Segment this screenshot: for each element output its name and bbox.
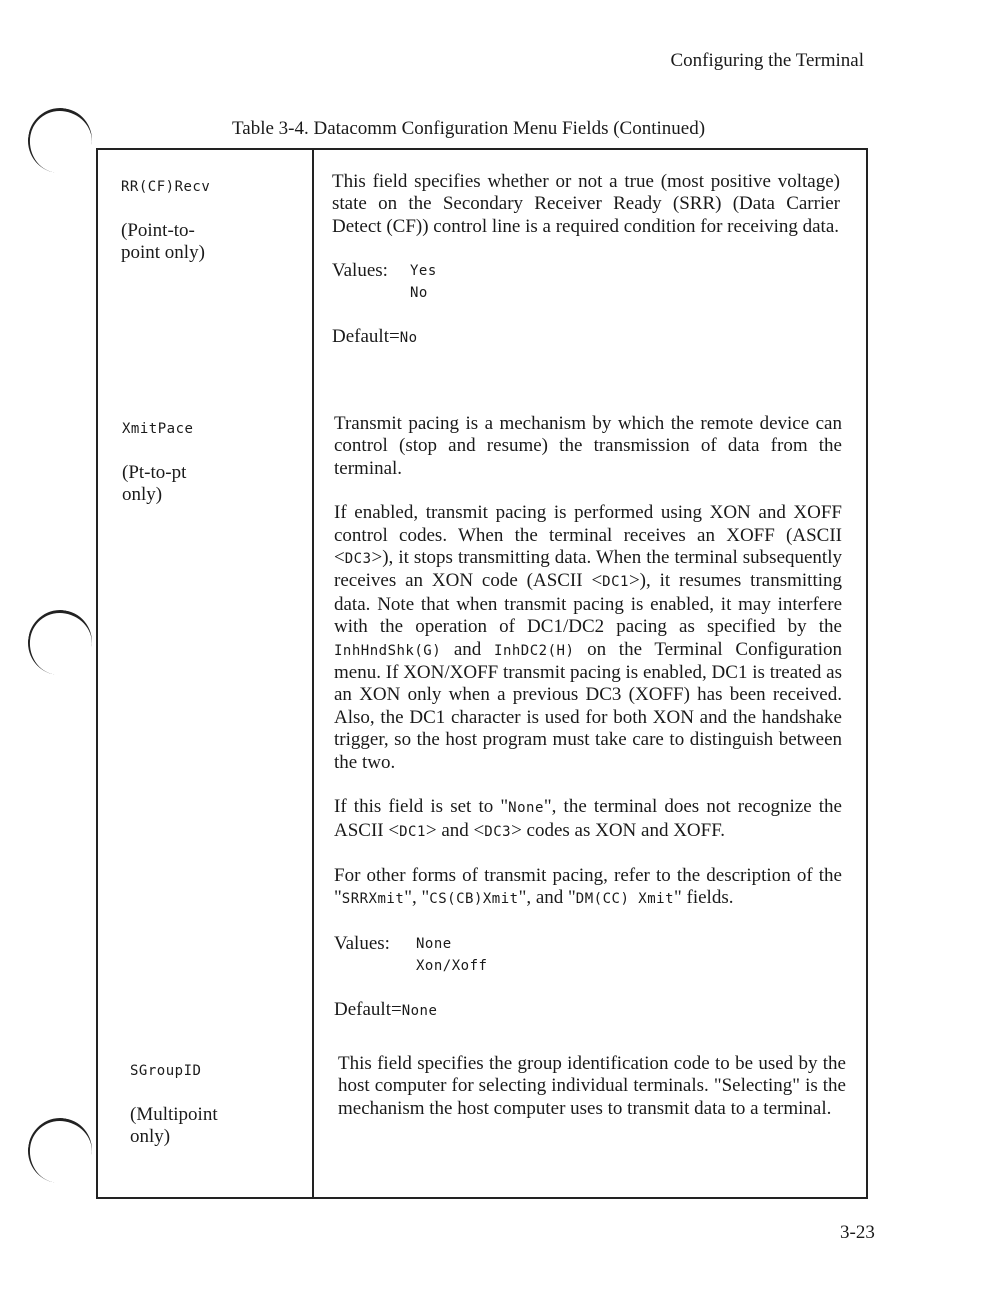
default-value: No (399, 330, 418, 347)
value-option: None (416, 935, 452, 952)
page-number: 3-23 (840, 1222, 875, 1243)
description-paragraph: If enabled, transmit pacing is performed using XON and XOFF control codes. When the terminal receives an XOFF (ASCII <DC3>), it stops transmitting data. When the terminal subsequently receives an XON code (ASCII <DC1>), it resumes transmitting data. Note that when transmit pacing is enabled, it may interfere with the operation of DC1/DC2 pacing as specified by the InhHndShk(G) and InhDC2(H) on the Terminal Configuration menu. If XON/XOFF transmit pacing is enabled, DC1 is treated as an XON only when a previous DC3 (XOFF) has been received. Also, the DC1 character is used for both XON and the handshake trigger, so the host program must take care to distinguish between the two. (334, 502, 842, 773)
field-description-xmitpace (334, 413, 842, 1044)
values-label: Values: (332, 260, 388, 282)
value-option: Xon/Xoff (416, 957, 488, 974)
description-paragraph: This field specifies whether or not a true (most positive voltage) state on the Secondary Receiver Ready (SRR) (Data Carrier Detect (CF)) control line is a required condition for receiving data. (332, 171, 840, 237)
field-code: RR(CF)Recv (121, 179, 211, 195)
running-header: Configuring the Terminal (670, 50, 864, 71)
description-paragraph: For other forms of transmit pacing, refer to the description of the "SRRXmit", "CS(CB)Xmit", and "DM(CC) Xmit" fields. (334, 864, 842, 909)
field-name-rrcfrecv (121, 176, 301, 264)
column-divider (312, 150, 314, 1197)
description-paragraph: If this field is set to "None", the terminal does not recognize the ASCII <DC1> and <DC3> codes as XON and XOFF. (334, 796, 842, 841)
binder-ring-mark (23, 103, 97, 178)
field-scope-note: (Pt-to-pt only) (122, 462, 187, 505)
default-line (334, 999, 842, 1022)
table-caption: Table 3-4. Datacomm Configuration Menu Fields (Continued) (232, 118, 706, 139)
field-name-xmitpace (122, 418, 302, 506)
default-value: None (401, 1002, 438, 1019)
field-code: XmitPace (122, 421, 194, 437)
binder-ring-mark (23, 1113, 97, 1188)
field-code: SGroupID (130, 1063, 202, 1079)
value-option: No (410, 285, 428, 302)
field-description-rrcfrecv (332, 171, 840, 372)
default-line (332, 326, 840, 349)
field-description-sgroupid (338, 1053, 846, 1142)
default-label: Default= (334, 998, 402, 1020)
description-paragraph: Transmit pacing is a mechanism by which the remote device can control (stop and resume) the transmission of data from the terminal. (334, 413, 842, 479)
values-list (334, 933, 842, 977)
description-paragraph: This field specifies the group identification code to be used by the host computer for selecting individual terminals. "Selecting" is the mechanism the host computer uses to transmit data to a terminal. (338, 1053, 846, 1119)
value-option: Yes (410, 263, 437, 280)
field-scope-note: (Point-to-point only) (121, 220, 205, 263)
values-list (332, 260, 840, 304)
values-label: Values: (334, 932, 390, 954)
default-label: Default= (332, 326, 400, 348)
binder-ring-mark (23, 605, 97, 680)
field-scope-note: (Multipoint only) (130, 1104, 218, 1147)
field-name-sgroupid (130, 1060, 310, 1148)
